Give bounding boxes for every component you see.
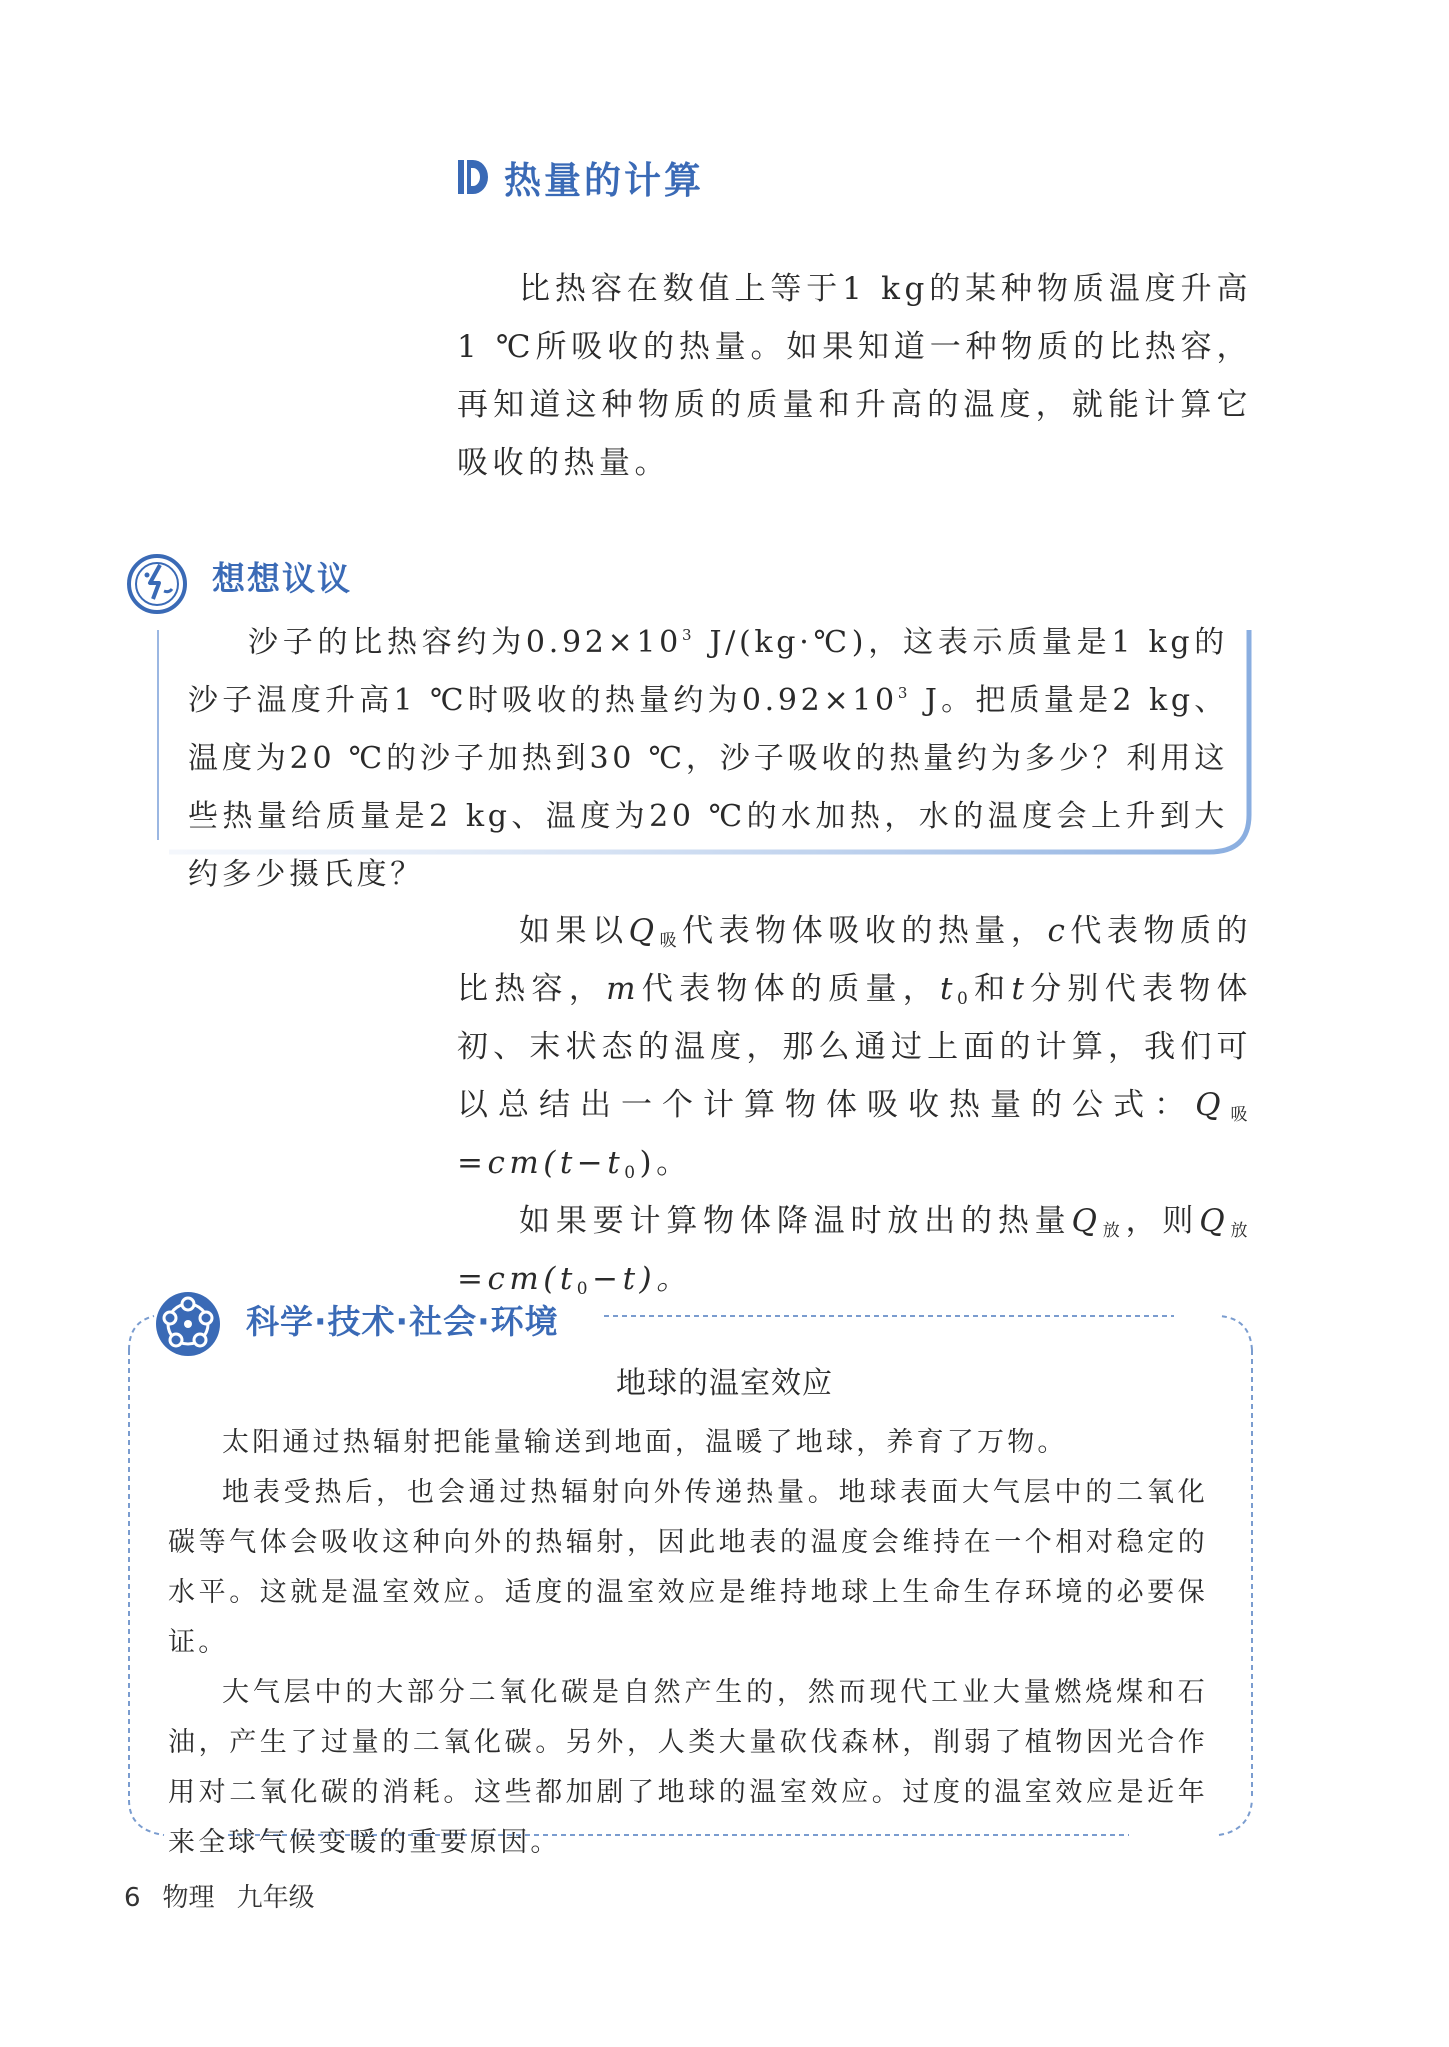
stse-paragraph: 大气层中的大部分二氧化碳是自然产生的，然而现代工业大量燃烧煤和石油，产生了过量的二氧化碳。另外，人类大量砍伐森林，削弱了植物因光合作用对二氧化碳的消耗。这些都加剧了地球的温室效应。过度的温室效应是近年来全球气候变暖的重要原因。 <box>168 1677 1208 1858</box>
discussion-text: 沙子的比热容约为$0.92\times 10^3$ J/(kg·℃)，这表示质量是1 kg的沙子温度升高1 ℃时吸收的热量约为$0.92\times 10^3$ J。把质量是2 kg、温度为20 ℃的沙子加热到30 ℃，沙子吸收的热量约为多少？利用这些热量给质量是2 kg、温度为20 ℃的水加热，水的温度会上升到大约多少摄氏度？ <box>188 625 1229 892</box>
page-footer <box>124 1878 315 1918</box>
section-d-marker-icon <box>458 159 488 195</box>
formula-paragraph-absorb: 如果以$Q_吸$代表物体吸收的热量，c代表物质的比热容，m代表物体的质量，$t_0$和t分别代表物体初、末状态的温度，那么通过上面的计算，我们可以总结出一个计算物体吸收热量的公式：$Q_吸=cm(t-t_0)$。 <box>457 913 1253 1183</box>
article-title: 地球的温室效应 <box>616 1366 833 1401</box>
discussion-title: 想想议议 <box>212 559 352 598</box>
discussion-face-icon <box>126 553 188 615</box>
section-title: 热量的计算 <box>504 159 704 202</box>
formula-section <box>457 902 1252 1308</box>
page-number: 6 <box>124 1883 141 1913</box>
molecule-network-icon <box>154 1290 222 1358</box>
intro-paragraph <box>457 260 1252 492</box>
intro-text: 比热容在数值上等于1 kg的某种物质温度升高1 ℃所吸收的热量。如果知道一种物质的比热容，再知道这种物质的质量和升高的温度，就能计算它吸收的热量。 <box>457 271 1252 481</box>
section-heading <box>458 152 704 202</box>
discussion-body <box>188 614 1228 904</box>
stse-body <box>168 1418 1208 1868</box>
formula-paragraph-release: 如果要计算物体降温时放出的热量$Q_放$，则$Q_放=cm(t_0-t)$。 <box>457 1203 1253 1299</box>
stse-title: 科学·技术·社会·环境 <box>246 1302 559 1341</box>
stse-paragraph: 太阳通过热辐射把能量输送到地面，温暖了地球，养育了万物。 <box>222 1427 1068 1458</box>
grade-label: 九年级 <box>236 1883 315 1913</box>
subject-label: 物理 <box>162 1883 215 1913</box>
stse-paragraph: 地表受热后，也会通过热辐射向外传递热量。地球表面大气层中的二氧化碳等气体会吸收这种向外的热辐射，因此地表的温度会维持在一个相对稳定的水平。这就是温室效应。适度的温室效应是维持地球上生命生存环境的必要保证。 <box>168 1477 1208 1658</box>
